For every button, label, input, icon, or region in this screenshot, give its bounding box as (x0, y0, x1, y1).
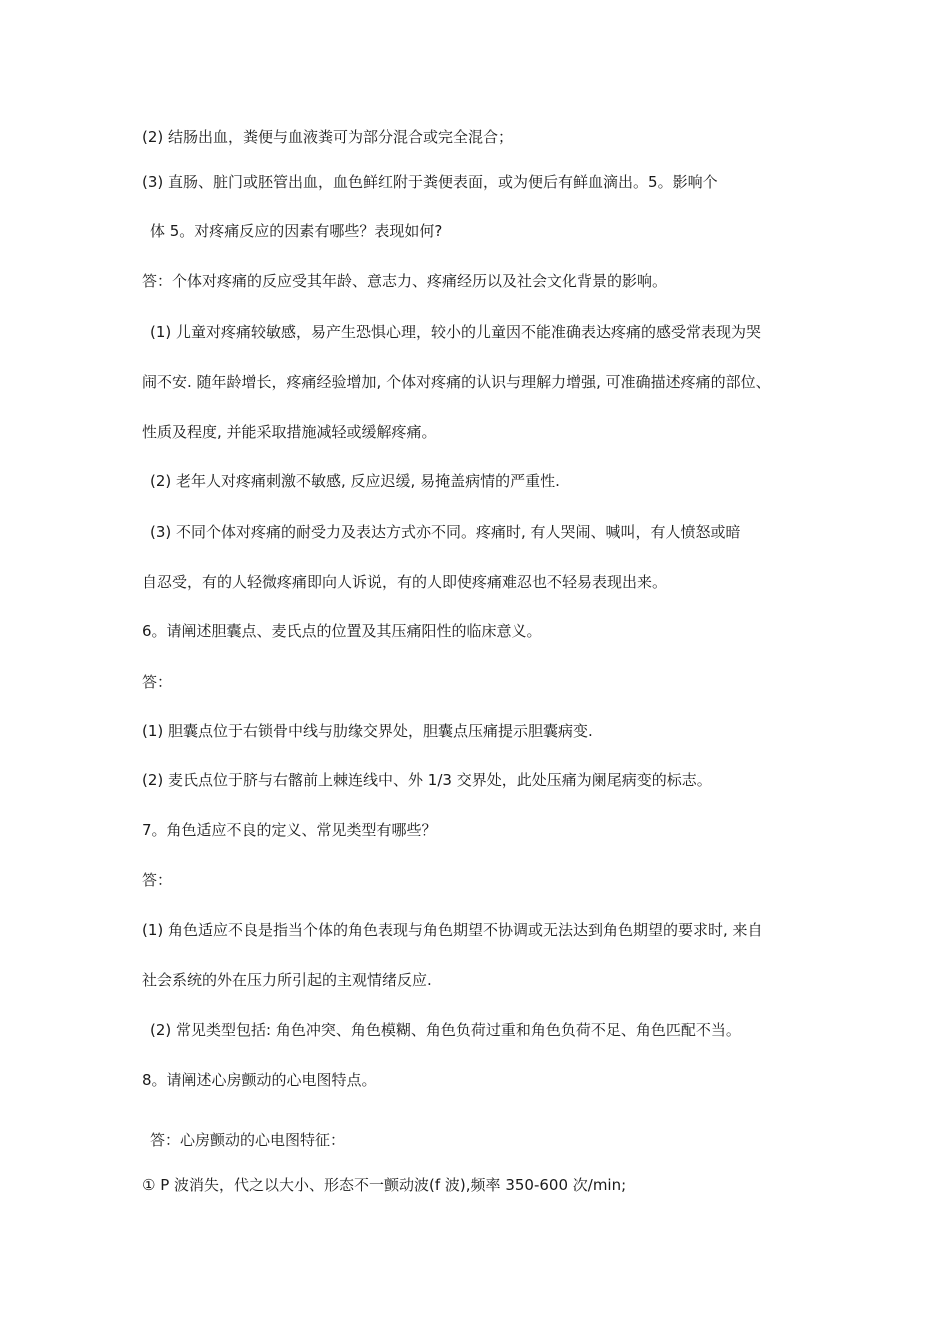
text-line-22: ① P 波消失，代之以大小、形态不一颤动波(f 波),频率 350-600 次/min; (142, 1176, 627, 1194)
text-line-9: (3) 不同个体对疼痛的耐受力及表达方式亦不同。疼痛时, 有人哭闹、喊叫，有人愤怒或暗 (150, 523, 741, 541)
text-line-4: 答：个体对疼痛的反应受其年龄、意志力、疼痛经历以及社会文化背景的影响。 (142, 272, 668, 290)
text-line-17: (1) 角色适应不良是指当个体的角色表现与角色期望不协调或无法达到角色期望的要求时, 来自 (142, 921, 763, 939)
text-line-16: 答： (142, 871, 173, 889)
text-line-3: 体 5。对疼痛反应的因素有哪些？表现如何? (150, 222, 443, 240)
text-line-13: (1) 胆囊点位于右锁骨中线与肋缘交界处，胆囊点压痛提示胆囊病变. (142, 722, 593, 740)
text-line-14: (2) 麦氏点位于脐与右髂前上棘连线中、外 1/3 交界处，此处压痛为阑尾病变的标志。 (142, 771, 712, 789)
text-line-11: 6。请阐述胆囊点、麦氏点的位置及其压痛阳性的临床意义。 (142, 622, 542, 640)
text-line-5: (1) 儿童对疼痛较敏感，易产生恐惧心理，较小的儿童因不能准确表达疼痛的感受常表现为哭 (150, 323, 762, 341)
text-line-18: 社会系统的外在压力所引起的主观情绪反应. (142, 971, 432, 989)
text-line-19: (2) 常见类型包括: 角色冲突、角色模糊、角色负荷过重和角色负荷不足、角色匹配不当。 (150, 1021, 741, 1039)
text-line-1: (2) 结肠出血，粪便与血液粪可为部分混合或完全混合； (142, 128, 514, 146)
text-line-12: 答： (142, 673, 173, 691)
text-line-7: 性质及程度, 并能采取措施减轻或缓解疼痛。 (142, 423, 437, 441)
text-line-20: 8。请阐述心房颤动的心电图特点。 (142, 1071, 377, 1089)
text-line-6: 闹不安. 随年龄增长，疼痛经验增加, 个体对疼痛的认识与理解力增强, 可准确描述疼痛的部位、 (142, 373, 771, 391)
text-line-21: 答：心房颤动的心电图特征： (150, 1131, 346, 1149)
text-line-10: 自忍受，有的人轻微疼痛即向人诉说，有的人即使疼痛难忍也不轻易表现出来。 (142, 573, 668, 591)
text-line-8: (2) 老年人对疼痛刺激不敏感, 反应迟缓, 易掩盖病情的严重性. (150, 472, 560, 490)
text-line-15: 7。角色适应不良的定义、常见类型有哪些？ (142, 821, 437, 839)
text-line-2: (3) 直肠、脏门或胚管出血，血色鲜红附于粪便表面，或为便后有鲜血滴出。5。影响个 (142, 173, 718, 191)
